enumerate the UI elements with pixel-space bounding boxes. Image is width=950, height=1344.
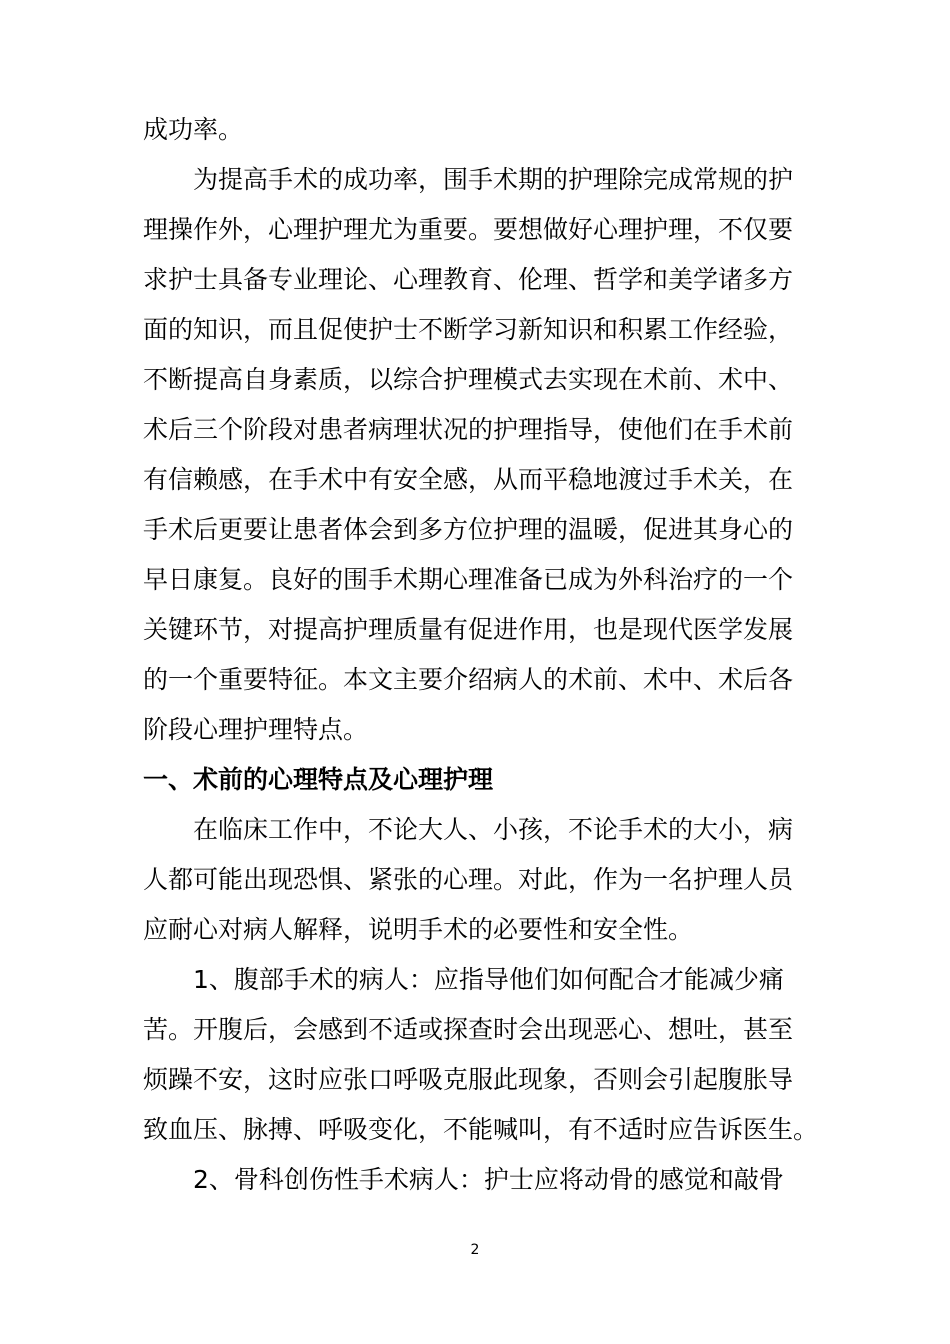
text-line: 理操作外，心理护理尤为重要。要想做好心理护理，不仅要 xyxy=(143,215,794,244)
section-heading: 一、术前的心理特点及心理护理 xyxy=(143,765,494,794)
text-line: 求护士具备专业理论、心理教育、伦理、哲学和美学诸多方 xyxy=(143,265,794,294)
text-line: 有信赖感，在手术中有安全感，从而平稳地渡过手术关，在 xyxy=(143,465,794,494)
paragraph-first-line: 1、腹部手术的病人：应指导他们如何配合才能减少痛 xyxy=(193,965,784,994)
paragraph-first-line: 2、骨科创伤性手术病人：护士应将动骨的感觉和敲骨 xyxy=(193,1165,784,1194)
text-line: 术后三个阶段对患者病理状况的护理指导，使他们在手术前 xyxy=(143,415,794,444)
text-line: 应耐心对病人解释，说明手术的必要性和安全性。 xyxy=(143,915,694,944)
text-line: 手术后更要让患者体会到多方位护理的温暖，促进其身心的 xyxy=(143,515,794,544)
text-line: 的一个重要特征。本文主要介绍病人的术前、术中、术后各 xyxy=(143,665,794,694)
text-line: 阶段心理护理特点。 xyxy=(143,715,369,744)
paragraph-first-line: 为提高手术的成功率，围手术期的护理除完成常规的护 xyxy=(193,165,794,194)
text-line: 人都可能出现恐惧、紧张的心理。对此，作为一名护理人员 xyxy=(143,865,794,894)
text-line: 烦躁不安，这时应张口呼吸克服此现象，否则会引起腹胀导 xyxy=(143,1065,794,1094)
text-line: 早日康复。良好的围手术期心理准备已成为外科治疗的一个 xyxy=(143,565,794,594)
text-line: 成功率。 xyxy=(143,115,244,144)
text-line: 苦。开腹后，会感到不适或探查时会出现恶心、想吐，甚至 xyxy=(143,1015,794,1044)
text-line: 不断提高自身素质，以综合护理模式去实现在术前、术中、 xyxy=(143,365,794,394)
page-number: 2 xyxy=(470,1242,480,1258)
paragraph-first-line: 在临床工作中，不论大人、小孩，不论手术的大小，病 xyxy=(193,815,794,844)
text-line: 致血压、脉搏、呼吸变化，不能喊叫，有不适时应告诉医生。 xyxy=(143,1115,819,1144)
text-line: 关键环节，对提高护理质量有促进作用，也是现代医学发展 xyxy=(143,615,794,644)
text-line: 面的知识，而且促使护士不断学习新知识和积累工作经验， xyxy=(143,315,794,344)
